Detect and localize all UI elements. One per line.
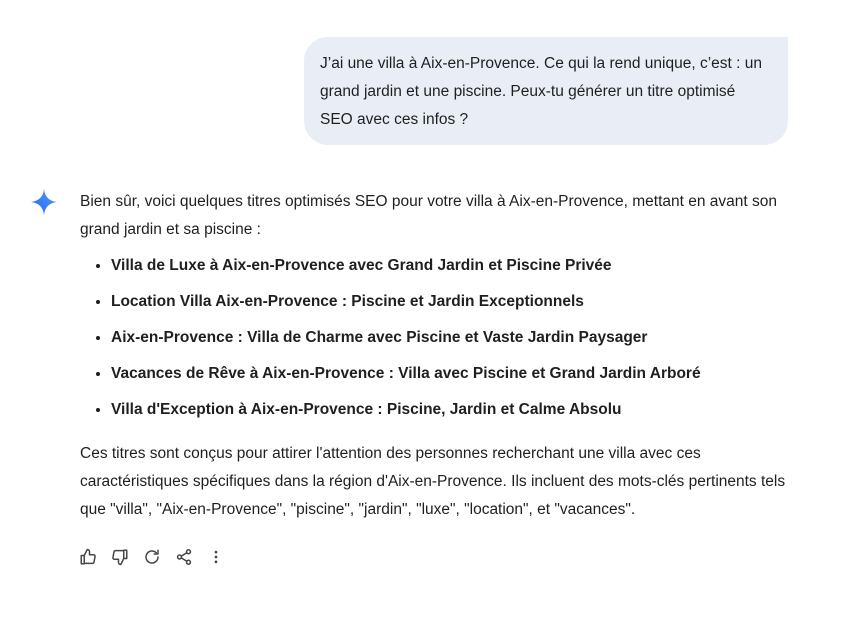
model-response	[80, 188, 800, 524]
regenerate-icon	[143, 548, 161, 566]
list-item: • Aix-en-Provence : Villa de Charme avec Piscine et Vaste Jardin Paysager	[111, 324, 800, 352]
response-outro: Ces titres sont conçus pour attirer l'attention des personnes recherchant une villa avec ces caractéristiques spécifiques dans la région d'Aix-en-Provence. Ils incluent des mots-clés pertinents tels que "villa", "Aix-en-Provence", "piscine", "jardin", "luxe", "location", et "vacances".	[80, 445, 786, 518]
bad-response-button[interactable]	[104, 541, 136, 573]
list-item: • Villa de Luxe à Aix-en-Provence avec Grand Jardin et Piscine Privée	[111, 252, 800, 280]
share-icon	[175, 548, 193, 566]
thumbs-up-icon	[79, 548, 97, 566]
list-item: • Location Villa Aix-en-Provence : Piscine et Jardin Exceptionnels	[111, 288, 800, 316]
good-response-button[interactable]	[72, 541, 104, 573]
response-intro: Bien sûr, voici quelques titres optimisés SEO pour votre villa à Aix-en-Provence, mettant en avant son grand jardin et sa piscine :	[80, 193, 777, 238]
gemini-sparkle-icon	[30, 188, 58, 216]
share-button[interactable]	[168, 541, 200, 573]
more-options-button[interactable]	[200, 541, 232, 573]
more-vert-icon	[207, 548, 225, 566]
seo-title-list	[80, 252, 800, 424]
user-message-text: J’ai une villa à Aix-en-Provence. Ce qui la rend unique, c’est : un grand jardin et une piscine. Peux-tu générer un titre optimisé SEO avec ces infos ?	[320, 55, 762, 128]
thumbs-down-icon	[111, 548, 129, 566]
list-item: • Vacances de Rêve à Aix-en-Provence : Villa avec Piscine et Grand Jardin Arboré	[111, 360, 800, 388]
regenerate-button[interactable]	[136, 541, 168, 573]
response-actions	[72, 541, 232, 573]
user-message-bubble	[304, 37, 788, 145]
list-item: • Villa d'Exception à Aix-en-Provence : Piscine, Jardin et Calme Absolu	[111, 396, 800, 424]
